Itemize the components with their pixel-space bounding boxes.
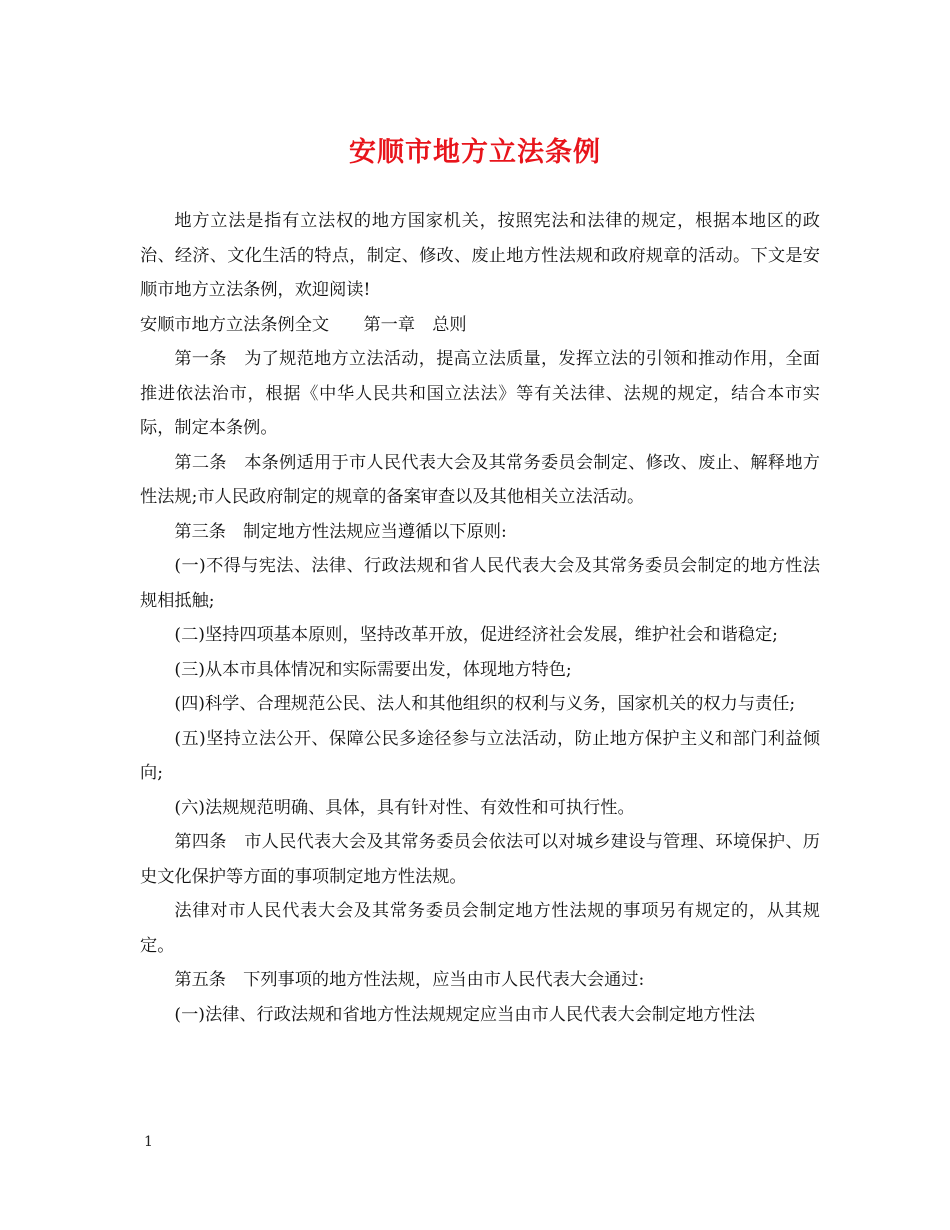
- article-3-item-3: (三)从本市具体情况和实际需要出发，体现地方特色;: [174, 659, 572, 680]
- article-3-item-5: (五)坚持立法公开、保障公民多途径参与立法活动，防止地方保护主义和部门利益倾向;: [140, 728, 820, 783]
- article-1: 第一条 为了规范地方立法活动，提高立法质量，发挥立法的引领和推动作用，全面推进依法治市，根据《中华人民共和国立法法》等有关法律、法规的规定，结合本市实际，制定本条例。: [140, 349, 820, 438]
- article-3-item-6: (六)法规规范明确、具体，具有针对性、有效性和可执行性。: [174, 797, 635, 818]
- article-5: 第五条 下列事项的地方性法规，应当由市人民代表大会通过:: [174, 970, 645, 990]
- document-body: [140, 204, 820, 1032]
- document-title: 安顺市地方立法条例: [349, 137, 601, 168]
- chapter-heading: 安顺市地方立法条例全文 第一章 总则: [140, 314, 467, 335]
- article-5-item-1: (一)法律、行政法规和省地方性法规规定应当由市人民代表大会制定地方性法: [174, 1004, 755, 1025]
- article-3-item-1: (一)不得与宪法、法律、行政法规和省人民代表大会及其常务委员会制定的地方性法规相抵触;: [140, 556, 820, 611]
- page-number: 1: [144, 1134, 153, 1150]
- article-4-paragraph-2: 法律对市人民代表大会及其常务委员会制定地方性法规的事项另有规定的，从其规定。: [140, 901, 820, 956]
- article-3-item-2: (二)坚持四项基本原则，坚持改革开放，促进经济社会发展，维护社会和谐稳定;: [174, 625, 778, 645]
- article-2: 第二条 本条例适用于市人民代表大会及其常务委员会制定、修改、废止、解释地方性法规;市人民政府制定的规章的备案审查以及其他相关立法活动。: [140, 452, 820, 507]
- article-3-item-4: (四)科学、合理规范公民、法人和其他组织的权利与义务，国家机关的权力与责任;: [174, 694, 796, 714]
- article-3: 第三条 制定地方性法规应当遵循以下原则:: [174, 521, 507, 542]
- article-4: 第四条 市人民代表大会及其常务委员会依法可以对城乡建设与管理、环境保护、历史文化保护等方面的事项制定地方性法规。: [140, 832, 820, 887]
- intro-paragraph: 地方立法是指有立法权的地方国家机关，按照宪法和法律的规定，根据本地区的政治、经济、文化生活的特点，制定、修改、废止地方性法规和政府规章的活动。下文是安顺市地方立法条例，欢迎阅读!: [140, 211, 820, 300]
